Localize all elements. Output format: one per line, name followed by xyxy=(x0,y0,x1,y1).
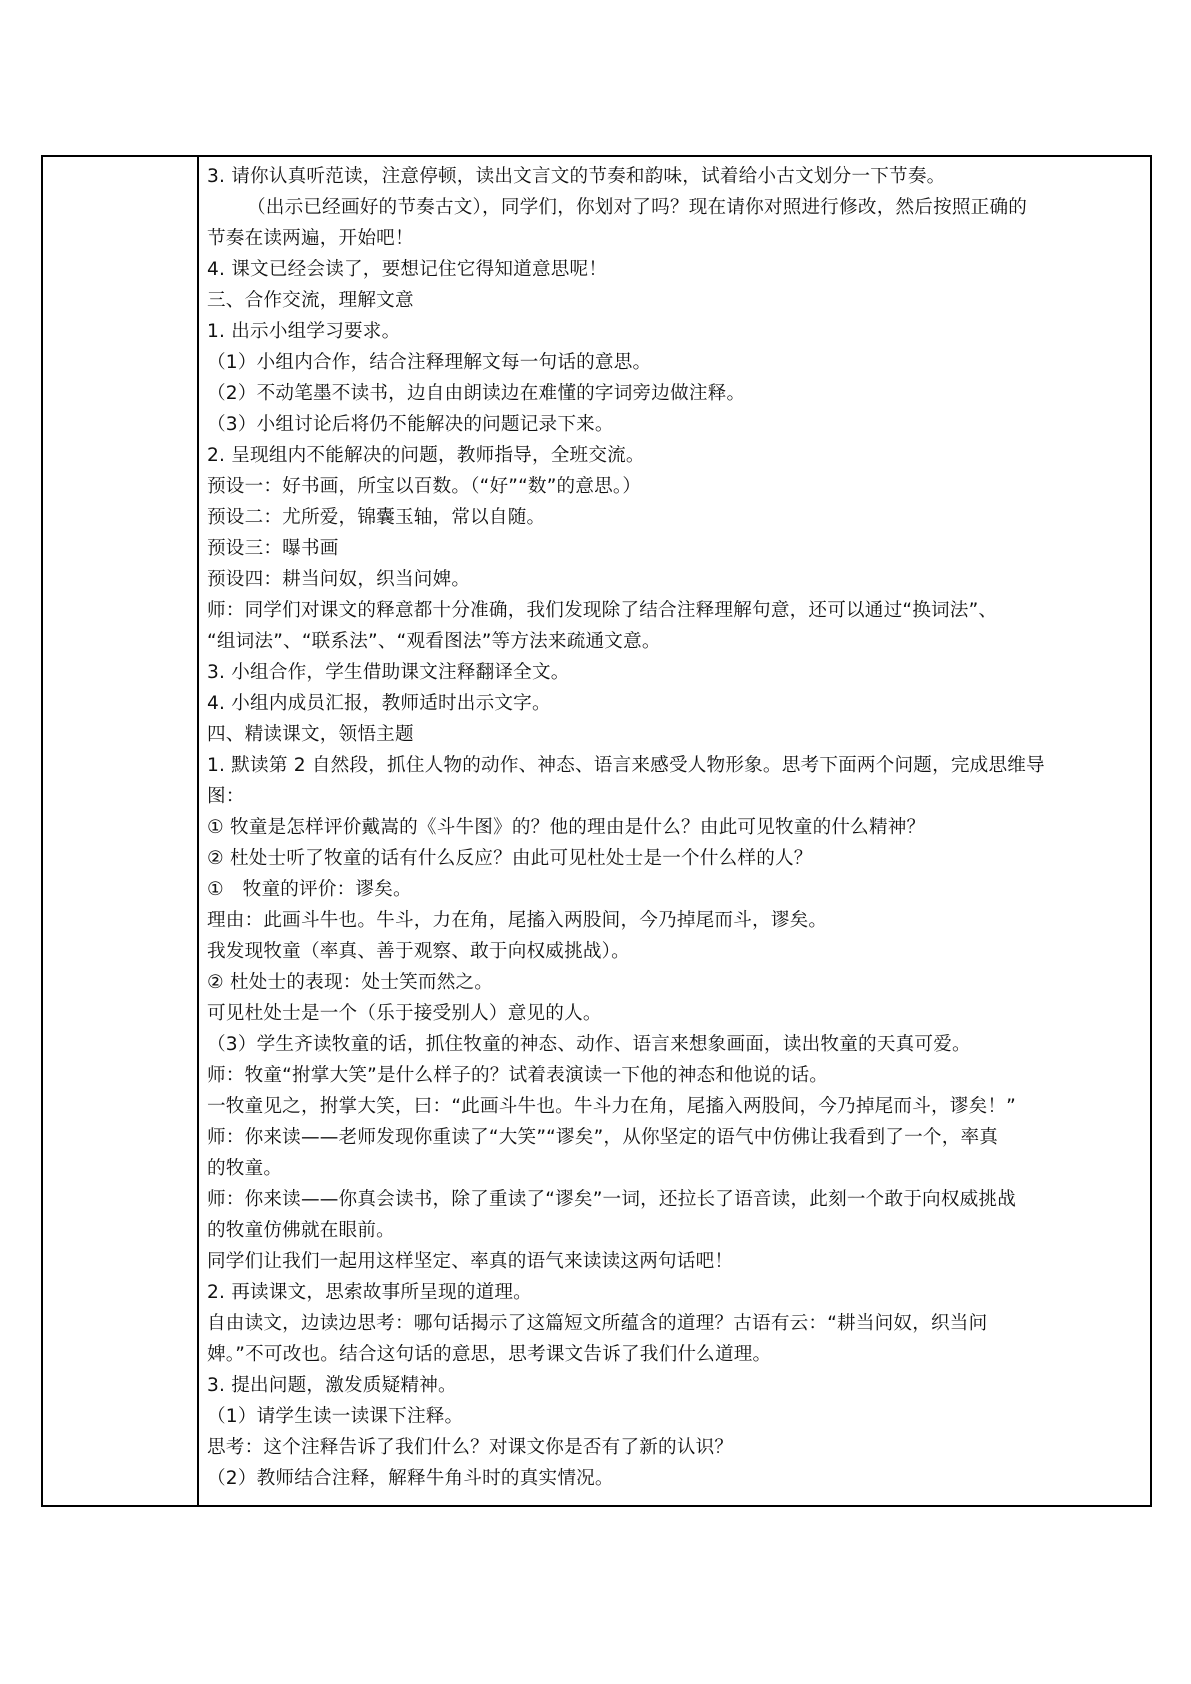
text-line: （3）小组讨论后将仍不能解决的问题记录下来。 xyxy=(207,414,614,435)
text-line: 师：同学们对课文的释意都十分准确，我们发现除了结合注释理解句意，还可以通过“换词法”、 xyxy=(207,600,998,621)
text-line: ① 牧童是怎样评价戴嵩的《斗牛图》的？他的理由是什么？由此可见牧童的什么精神？ xyxy=(207,817,926,838)
text-line: 同学们让我们一起用这样坚定、率真的语气来读读这两句话吧！ xyxy=(207,1251,734,1272)
text-line: 四、精读课文，领悟主题 xyxy=(207,724,414,745)
text-line: （1）小组内合作，结合注释理解文每一句话的意思。 xyxy=(207,352,652,373)
text-line: 我发现牧童（率真、善于观察、敢于向权威挑战）。 xyxy=(207,941,630,962)
text-line: （2）不动笔墨不读书，边自由朗读边在难懂的字词旁边做注释。 xyxy=(207,383,746,404)
text-line: 3. 小组合作，学生借助课文注释翻译全文。 xyxy=(207,662,570,683)
table-left-column xyxy=(43,157,199,1505)
text-line: “组词法”、“联系法”、“观看图法”等方法来疏通文意。 xyxy=(207,631,661,652)
text-line: 师：牧童“拊掌大笑”是什么样子的？试着表演读一下他的神态和他说的话。 xyxy=(207,1065,829,1086)
table-content-column xyxy=(199,157,1150,1505)
text-line: 自由读文，边读边思考：哪句话揭示了这篇短文所蕴含的道理？古语有云：“耕当问奴，织当问 xyxy=(207,1313,988,1334)
text-line: 2. 再读课文，思索故事所呈现的道理。 xyxy=(207,1282,532,1303)
text-line: 4. 课文已经会读了，要想记住它得知道意思呢！ xyxy=(207,259,608,280)
text-line: 1. 出示小组学习要求。 xyxy=(207,321,401,342)
text-line: （出示已经画好的节奏古文），同学们，你划对了吗？现在请你对照进行修改，然后按照正确的 xyxy=(247,197,1028,218)
text-line: 预设三：曝书画 xyxy=(207,538,339,559)
text-line: （1）请学生读一读课下注释。 xyxy=(207,1406,464,1427)
text-line: 可见杜处士是一个（乐于接受别人）意见的人。 xyxy=(207,1003,602,1024)
text-line: 图： xyxy=(207,786,245,807)
text-line: ② 杜处士听了牧童的话有什么反应？由此可见杜处士是一个什么样的人？ xyxy=(207,848,813,869)
text-line: 预设二：尤所爱，锦囊玉轴，常以自随。 xyxy=(207,507,546,528)
text-line: ② 杜处士的表现：处士笑而然之。 xyxy=(207,972,494,993)
text-line: （2）教师结合注释，解释牛角斗时的真实情况。 xyxy=(207,1468,614,1489)
text-line: 节奏在读两遍，开始吧！ xyxy=(207,228,414,249)
lesson-plan-table xyxy=(41,155,1152,1507)
text-line: （3）学生齐读牧童的话，抓住牧童的神态、动作、语言来想象画面，读出牧童的天真可爱。 xyxy=(207,1034,971,1055)
text-line: 婢。”不可改也。结合这句话的意思，思考课文告诉了我们什么道理。 xyxy=(207,1344,772,1365)
text-line: 4. 小组内成员汇报，教师适时出示文字。 xyxy=(207,693,551,714)
text-line: 三、合作交流，理解文意 xyxy=(207,290,414,311)
text-line: 理由：此画斗牛也。牛斗，力在角，尾搐入两股间，今乃掉尾而斗，谬矣。 xyxy=(207,910,828,931)
text-line: 预设一：好书画，所宝以百数。（“好”“数”的意思。） xyxy=(207,476,642,497)
text-line: 师：你来读——你真会读书，除了重读了“谬矣”一词，还拉长了语音读，此刻一个敢于向权威挑战 xyxy=(207,1189,1017,1210)
text-line: ① 牧童的评价：谬矣。 xyxy=(207,879,412,900)
text-line: 一牧童见之，拊掌大笑，曰：“此画斗牛也。牛斗力在角，尾搐入两股间，今乃掉尾而斗，谬矣！” xyxy=(207,1096,1017,1117)
text-line: 3. 提出问题，激发质疑精神。 xyxy=(207,1375,457,1396)
text-line: 的牧童仿佛就在眼前。 xyxy=(207,1220,395,1241)
text-line: 2. 呈现组内不能解决的问题，教师指导，全班交流。 xyxy=(207,445,645,466)
text-line: 1. 默读第 2 自然段，抓住人物的动作、神态、语言来感受人物形象。思考下面两个问题，完成思维导 xyxy=(207,755,1045,776)
text-line: 预设四：耕当问奴，织当问婢。 xyxy=(207,569,471,590)
text-line: 的牧童。 xyxy=(207,1158,283,1179)
text-line: 思考：这个注释告诉了我们什么？对课文你是否有了新的认识？ xyxy=(207,1437,734,1458)
text-line: 3. 请你认真听范读，注意停顿，读出文言文的节奏和韵味，试着给小古文划分一下节奏。 xyxy=(207,166,946,187)
text-line: 师：你来读——老师发现你重读了“大笑”“谬矣”，从你坚定的语气中仿佛让我看到了一个，率真 xyxy=(207,1127,999,1148)
